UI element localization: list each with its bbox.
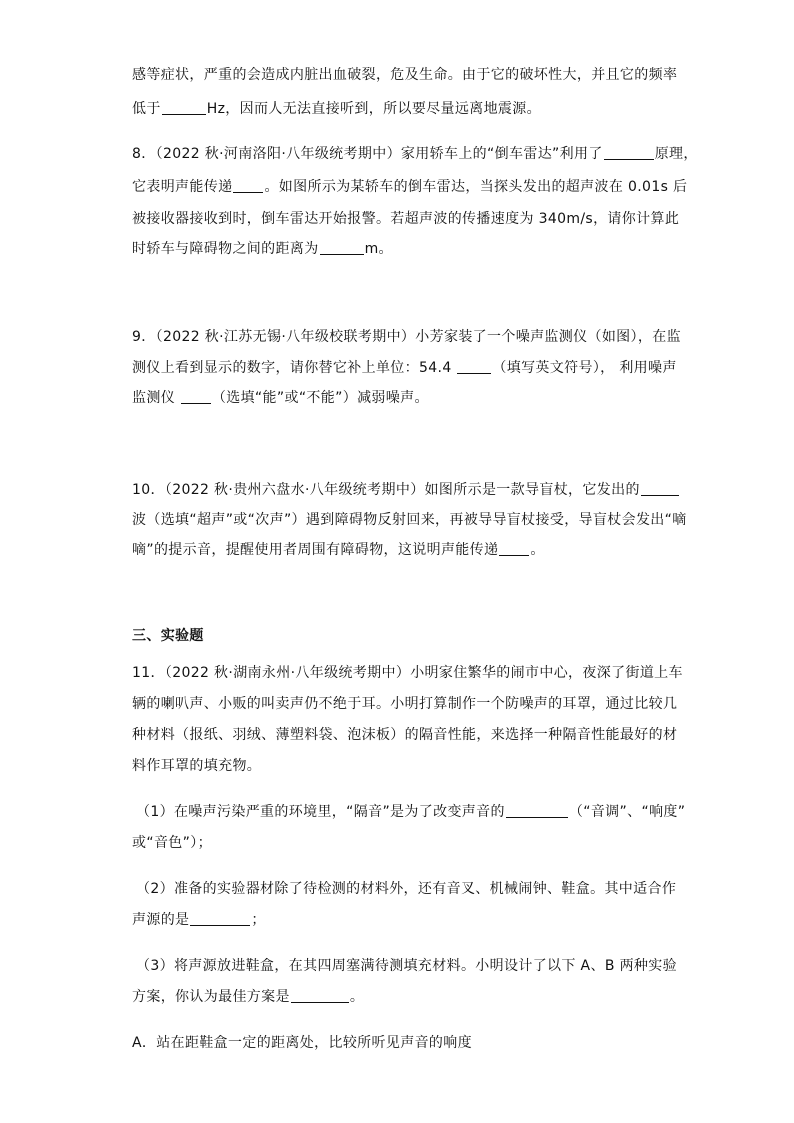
question-8-line-1: [132, 145, 698, 163]
text: 9．（2022 秋·江苏无锡·八年级校联考期中）小芳家装了一个噪声监测仪（如图），在监: [132, 329, 681, 345]
text: 嘀”的提示音，提醒使用者周围有障碍物，这说明声能传递: [132, 542, 499, 558]
section-title: [132, 627, 204, 645]
question-11-part-2-line-1: [136, 880, 676, 898]
answer-blank[interactable]: [641, 481, 679, 496]
text: （2）准备的实验器材除了待检测的材料外，还有音叉、机械闹钟、鞋盒。其中适合作: [136, 881, 677, 897]
question-9-line-1: [132, 328, 681, 346]
text: 。: [349, 989, 365, 1005]
text: 方案，你认为最佳方案是: [132, 989, 290, 1005]
question-8-line-3: [132, 210, 679, 228]
text: （“音调”、“响度”: [568, 804, 686, 820]
text: 。: [530, 542, 545, 558]
answer-blank[interactable]: [291, 988, 349, 1003]
text: 时轿车与障碍物之间的距离为: [132, 241, 319, 257]
answer-blank[interactable]: [190, 911, 250, 926]
answer-blank[interactable]: [506, 803, 568, 818]
answer-blank[interactable]: [233, 178, 263, 193]
text: 感等症状，严重的会造成内脏出血破裂，危及生命。由于它的破坏性大，并且它的频率: [132, 67, 678, 83]
question-11-line-4: [132, 757, 261, 775]
text: （填写英文符号）， 利用噪声: [492, 360, 677, 376]
question-8-line-2: [132, 178, 687, 196]
text: 或“音色”）；: [132, 835, 212, 851]
question-11-part-3-line-2: [132, 988, 364, 1006]
text: ；: [251, 912, 266, 928]
question-9-line-2: [132, 359, 677, 377]
question-10-line-2: [132, 511, 687, 529]
continuation-line-2: [132, 100, 541, 118]
text: 声源的是: [132, 912, 190, 928]
text: m。: [364, 241, 393, 257]
text: （1）在噪声污染严重的环境里，“隔音”是为了改变声音的: [136, 804, 505, 820]
text: （选填“能”或“不能”）减弱噪声。: [211, 390, 429, 406]
text: 被接收器接收到时，倒车雷达开始报警。若超声波的传播速度为 340m/s，请你计算此: [132, 211, 680, 227]
question-11-option-a: [132, 1034, 472, 1052]
question-11-part-1: [136, 803, 685, 821]
continuation-line-1: [132, 66, 677, 84]
answer-blank[interactable]: [181, 389, 211, 404]
text: 低于: [132, 101, 161, 117]
text: 8．（2022 秋·河南洛阳·八年级统考期中）家用轿车上的“倒车雷达”利用了: [132, 146, 603, 162]
text: 。如图所示为某轿车的倒车雷达，当探头发出的超声波在 0.01s 后: [264, 179, 688, 195]
text: 监测仪: [132, 390, 180, 406]
text: 三、实验题: [132, 628, 204, 644]
text: 料作耳罩的填充物。: [132, 758, 262, 774]
answer-blank[interactable]: [457, 359, 491, 374]
text: 10．（2022 秋·贵州六盘水·八年级统考期中）如图所示是一款导盲杖，它发出的: [132, 482, 640, 498]
text: 波（选填“超声”或“次声”）遇到障碍物反射回来，再被导导盲杖接受，导盲杖会发出“嘀: [132, 512, 687, 528]
text: 种材料（报纸、羽绒、薄塑料袋、泡沫板）的隔音性能，来选择一种隔音性能最好的材: [132, 727, 678, 743]
text: 它表明声能传递: [132, 179, 233, 195]
question-10-line-3: [132, 541, 545, 559]
question-8-line-4: [132, 240, 393, 258]
answer-blank[interactable]: [320, 240, 364, 255]
question-11-part-1-line-2: [132, 834, 212, 852]
text: Hz，因而人无法直接听到，所以要尽量远离地震源。: [206, 101, 541, 117]
text: 11．（2022 秋·湖南永州·八年级统考期中）小明家住繁华的闹市中心，夜深了街道上车: [132, 665, 683, 681]
answer-blank[interactable]: [499, 541, 529, 556]
question-9-line-3: [132, 389, 429, 407]
text: 原理，: [654, 146, 698, 162]
text: （3）将声源放进鞋盒，在其四周塞满待测填充材料。小明设计了以下 A、B 两种实验: [136, 958, 677, 974]
question-11-line-3: [132, 726, 677, 744]
answer-blank[interactable]: [162, 100, 206, 115]
answer-blank[interactable]: [604, 145, 654, 160]
text: 辆的喇叭声、小贩的叫卖声仍不绝于耳。小明打算制作一个防噪声的耳罩，通过比较几: [132, 696, 678, 712]
text: 测仪上看到显示的数字，请你替它补上单位：54.4: [132, 360, 457, 376]
question-11-line-1: [132, 664, 683, 682]
question-11-line-2: [132, 695, 677, 713]
text: A．站在距鞋盒一定的距离处，比较所听见声音的响度: [132, 1035, 472, 1051]
question-10-line-1: [132, 481, 680, 499]
question-11-part-3-line-1: [136, 957, 677, 975]
question-11-part-2-line-2: [132, 911, 266, 929]
